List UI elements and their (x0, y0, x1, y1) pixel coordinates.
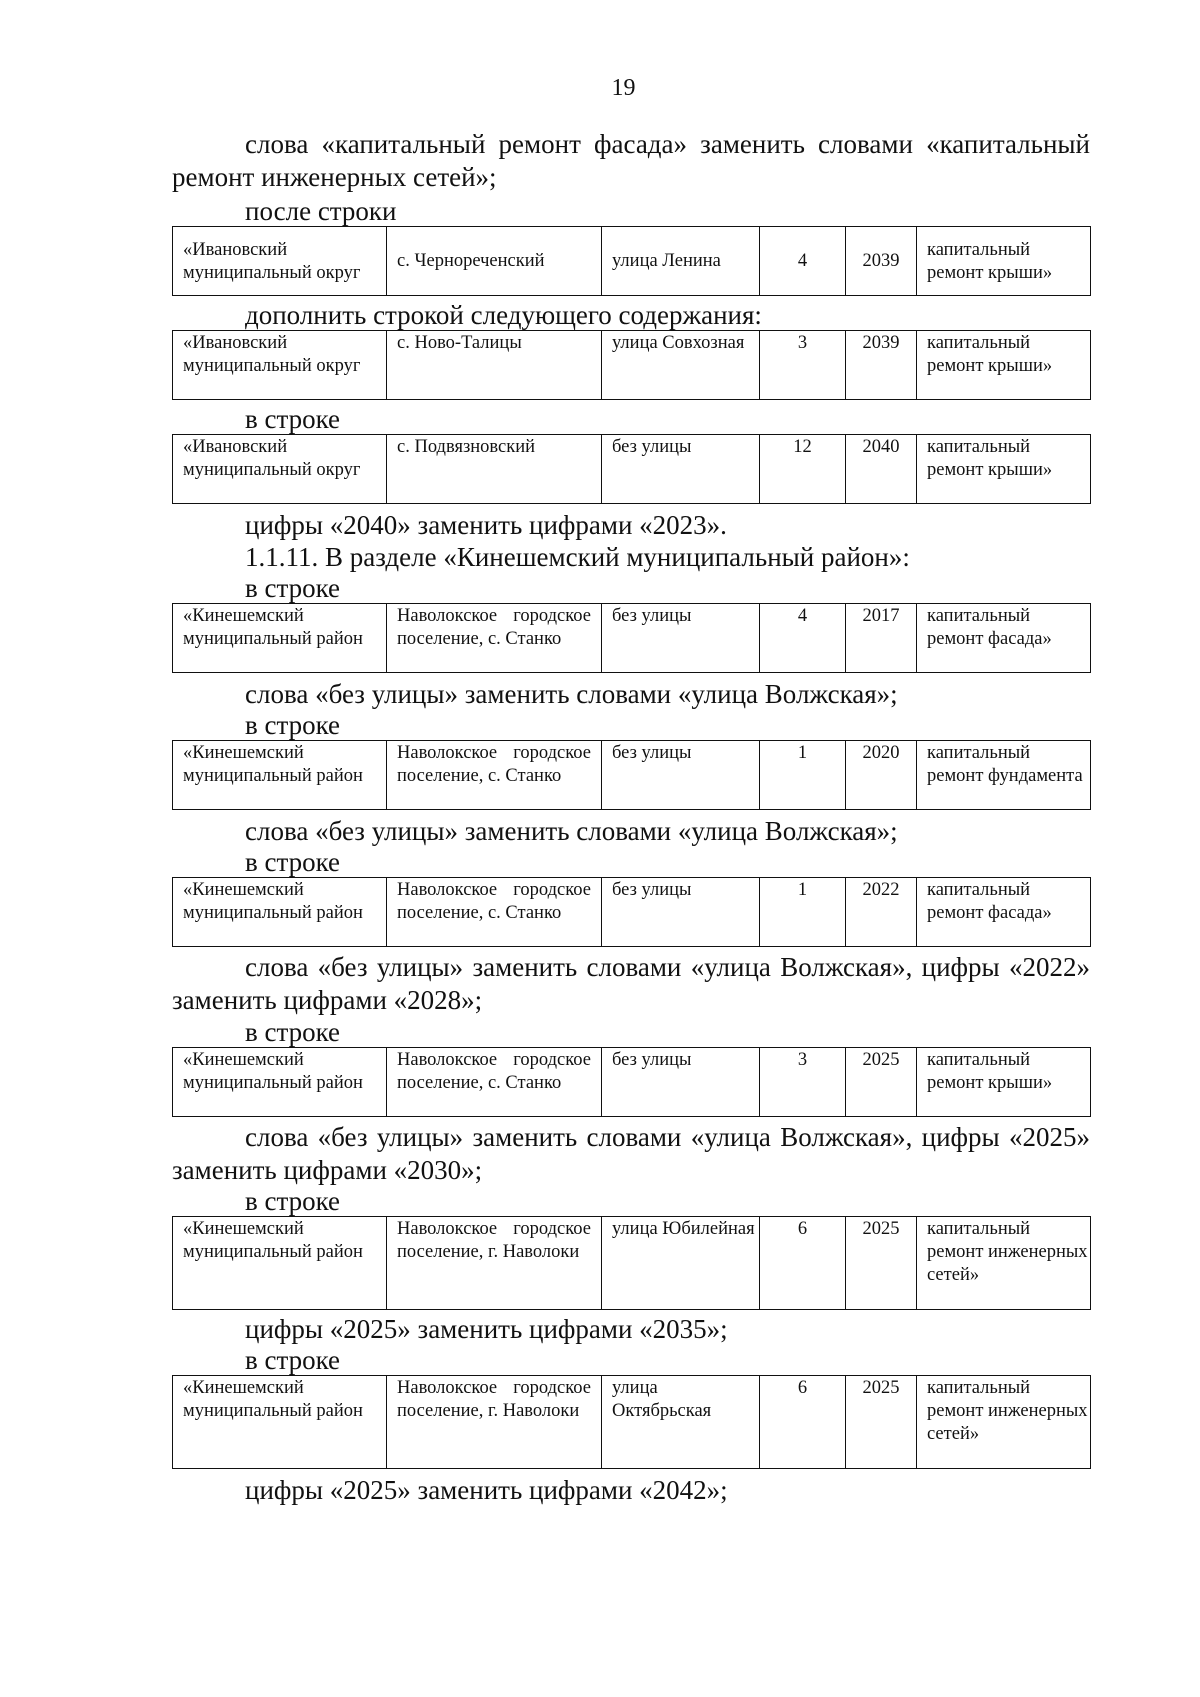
work-type-cell: капитальный ремонт крыши» (917, 331, 1091, 400)
year-cell: 2039 (846, 227, 917, 296)
settlement-cell: Наволокское городское поселение, с. Станко (387, 1048, 602, 1117)
municipality-cell: «Ивановский муниципальный округ (173, 331, 387, 400)
settlement-cell: Наволокское городское поселение, г. Наволоки (387, 1217, 602, 1310)
register-row-table (172, 1216, 1091, 1310)
work-type-cell: капитальный ремонт крыши» (917, 227, 1091, 296)
register-row-table (172, 1375, 1091, 1469)
settlement-cell: с. Подвязновский (387, 435, 602, 504)
municipality-cell: «Кинешемский муниципальный район (173, 1217, 387, 1310)
row-reference-label: в строке (245, 1186, 341, 1216)
year-cell: 2017 (846, 604, 917, 673)
row-reference-label: в строке (245, 1017, 341, 1047)
street-cell: улица Совхозная (602, 331, 760, 400)
settlement-cell: с. Чернореченский (387, 227, 602, 296)
amendment-paragraph: слова «без улицы» заменить словами «улица Волжская»; (245, 679, 898, 709)
table-row (173, 741, 1091, 810)
street-cell: без улицы (602, 741, 760, 810)
house-cell: 4 (760, 227, 846, 296)
municipality-cell: «Кинешемский муниципальный район (173, 1376, 387, 1469)
table-row (173, 331, 1091, 400)
amendment-paragraph: слова «без улицы» заменить словами «улица Волжская», цифры «2022» заменить цифрами «2028»; (172, 952, 1090, 1015)
street-cell: без улицы (602, 604, 760, 673)
house-cell: 1 (760, 878, 846, 947)
municipality-cell: «Ивановский муниципальный округ (173, 435, 387, 504)
table-row (173, 878, 1091, 947)
house-cell: 3 (760, 331, 846, 400)
street-cell: без улицы (602, 1048, 760, 1117)
work-type-cell: капитальный ремонт инженерных сетей» (917, 1376, 1091, 1469)
register-row-table (172, 603, 1091, 673)
register-row-table (172, 330, 1091, 400)
year-cell: 2025 (846, 1376, 917, 1469)
street-cell: улица Октябрьская (602, 1376, 760, 1469)
year-cell: 2025 (846, 1217, 917, 1310)
settlement-cell: Наволокское городское поселение, г. Наволоки (387, 1376, 602, 1469)
settlement-cell: Наволокское городское поселение, с. Станко (387, 604, 602, 673)
register-row-table (172, 226, 1091, 296)
work-type-cell: капитальный ремонт фасада» (917, 604, 1091, 673)
register-row-table (172, 434, 1091, 504)
row-reference-label: в строке (245, 847, 341, 877)
amendment-paragraph: цифры «2040» заменить цифрами «2023». (245, 510, 727, 540)
house-cell: 6 (760, 1376, 846, 1469)
work-type-cell: капитальный ремонт крыши» (917, 1048, 1091, 1117)
municipality-cell: «Кинешемский муниципальный район (173, 604, 387, 673)
house-cell: 6 (760, 1217, 846, 1310)
year-cell: 2039 (846, 331, 917, 400)
row-reference-label: в строке (245, 573, 341, 603)
year-cell: 2025 (846, 1048, 917, 1117)
row-reference-label: в строке (245, 404, 341, 434)
amendment-paragraph: слова «без улицы» заменить словами «улица Волжская», цифры «2025» заменить цифрами «2030»; (172, 1122, 1090, 1185)
street-cell: без улицы (602, 878, 760, 947)
table-row (173, 227, 1091, 296)
amendment-paragraph: цифры «2025» заменить цифрами «2042»; (245, 1475, 728, 1505)
street-cell: без улицы (602, 435, 760, 504)
municipality-cell: «Ивановский муниципальный округ (173, 227, 387, 296)
year-cell: 2022 (846, 878, 917, 947)
year-cell: 2020 (846, 741, 917, 810)
register-row-table (172, 877, 1091, 947)
row-reference-label: в строке (245, 1345, 341, 1375)
work-type-cell: капитальный ремонт инженерных сетей» (917, 1217, 1091, 1310)
register-row-table (172, 1047, 1091, 1117)
municipality-cell: «Кинешемский муниципальный район (173, 1048, 387, 1117)
page-number: 19 (611, 75, 636, 101)
street-cell: улица Юбилейная (602, 1217, 760, 1310)
settlement-cell: Наволокское городское поселение, с. Станко (387, 741, 602, 810)
amendment-paragraph: слова «капитальный ремонт фасада» заменить словами «капитальный ремонт инженерных сетей»; (172, 129, 1090, 192)
table-row (173, 1376, 1091, 1469)
settlement-cell: Наволокское городское поселение, с. Станко (387, 878, 602, 947)
amendment-paragraph: 1.1.11. В разделе «Кинешемский муниципальный район»: (245, 542, 910, 572)
house-cell: 3 (760, 1048, 846, 1117)
municipality-cell: «Кинешемский муниципальный район (173, 878, 387, 947)
house-cell: 12 (760, 435, 846, 504)
table-row (173, 1217, 1091, 1310)
year-cell: 2040 (846, 435, 917, 504)
row-reference-label: в строке (245, 710, 341, 740)
table-row (173, 1048, 1091, 1117)
amendment-paragraph: слова «без улицы» заменить словами «улица Волжская»; (245, 816, 898, 846)
house-cell: 1 (760, 741, 846, 810)
municipality-cell: «Кинешемский муниципальный район (173, 741, 387, 810)
work-type-cell: капитальный ремонт крыши» (917, 435, 1091, 504)
amendment-paragraph: цифры «2025» заменить цифрами «2035»; (245, 1314, 728, 1344)
row-reference-label: после строки (245, 196, 397, 226)
work-type-cell: капитальный ремонт фасада» (917, 878, 1091, 947)
work-type-cell: капитальный ремонт фундамента (917, 741, 1091, 810)
street-cell: улица Ленина (602, 227, 760, 296)
table-row (173, 435, 1091, 504)
register-row-table (172, 740, 1091, 810)
house-cell: 4 (760, 604, 846, 673)
table-row (173, 604, 1091, 673)
settlement-cell: с. Ново-Талицы (387, 331, 602, 400)
row-reference-label: дополнить строкой следующего содержания: (245, 300, 762, 330)
